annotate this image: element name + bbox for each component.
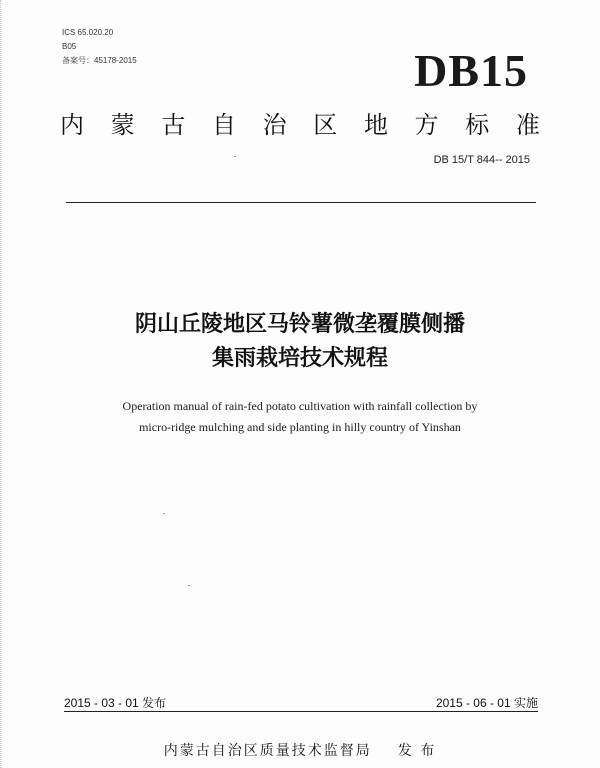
scan-speck — [163, 513, 165, 514]
chinese-title-line-1: 阴山丘陵地区马铃薯微垄覆膜侧播 — [134, 312, 465, 337]
header-divider — [66, 202, 536, 203]
heading-char: 内 — [60, 111, 84, 139]
standard-number: DB 15/T 844-- 2015 — [433, 154, 530, 166]
footer-divider — [64, 711, 538, 712]
chinese-title-line-2: 集雨栽培技术规程 — [211, 346, 388, 371]
issuer-verb: 发 布 — [397, 743, 437, 759]
heading-char: 古 — [161, 111, 186, 139]
english-title-line-1: Operation manual of rain-fed potato cultivation with rainfall collection by — [122, 399, 478, 413]
chinese-title — [0, 308, 600, 376]
db15-mark: DB15 — [414, 45, 528, 96]
classification-codes — [62, 26, 137, 68]
heading-char: 标 — [465, 111, 490, 139]
heading-char: 治 — [262, 111, 287, 139]
heading-char: 地 — [363, 111, 388, 139]
english-title — [0, 396, 600, 438]
implement-date: 2015 - 06 - 01 实施 — [435, 696, 538, 710]
scan-speck — [234, 156, 236, 157]
heading-char: 自 — [211, 111, 236, 139]
ccs-code: B05 — [62, 42, 77, 51]
issuer-name: 内蒙古自治区质量技术监督局 — [163, 743, 372, 759]
ics-code: ICS 65.020.20 — [62, 28, 114, 37]
publish-date: 2015 - 03 - 01 发布 — [64, 696, 167, 710]
heading-char: 方 — [414, 111, 439, 139]
record-number: 备案号：45178-2015 — [62, 56, 137, 65]
standard-kind-heading — [60, 110, 540, 140]
english-title-line-2: micro-ridge mulching and side planting in hilly country of Yinshan — [139, 420, 461, 434]
dates-row — [64, 694, 538, 711]
heading-char: 准 — [515, 111, 540, 139]
issuing-authority — [0, 740, 600, 760]
heading-char: 区 — [313, 111, 338, 139]
heading-char: 蒙 — [110, 111, 135, 139]
scan-edge — [0, 0, 9, 768]
scan-speck — [188, 585, 190, 586]
